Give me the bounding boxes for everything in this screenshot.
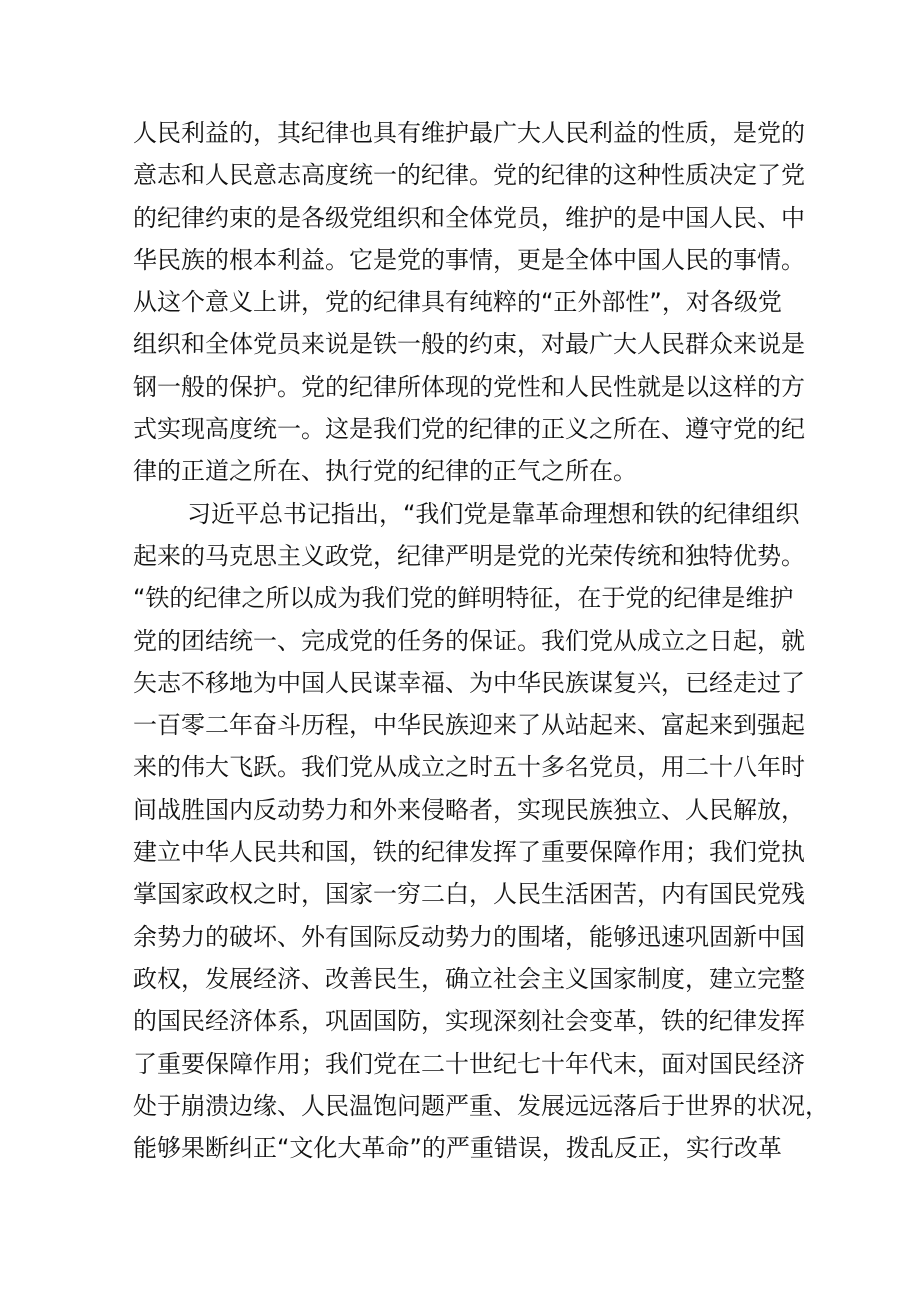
text-line: 意志和人民意志高度统一的纪律。党的纪律的这种性质决定了党	[133, 161, 805, 190]
text-line: 间战胜国内反动势力和外来侵略者，实现民族独立、人民解放，	[133, 795, 805, 824]
text-line: 华民族的根本利益。它是党的事情，更是全体中国人民的事情。	[133, 245, 805, 274]
text-line: 了重要保障作用；我们党在二十世纪七十年代末，面对国民经济	[133, 1049, 805, 1078]
text-line: 掌国家政权之时，国家一穷二白，人民生活困苦，内有国民党残	[133, 880, 805, 909]
text-line: 处于崩溃边缘、人民温饱问题严重、发展远远落后于世界的状况，	[133, 1091, 829, 1120]
text-line: 党的团结统一、完成党的任务的保证。我们党从成立之日起，就	[133, 626, 805, 655]
body-text	[133, 112, 829, 1169]
text-line: 从这个意义上讲，党的纪律具有纯粹的“正外部性”，对各级党	[133, 288, 782, 317]
text-line: 建立中华人民共和国，铁的纪律发挥了重要保障作用；我们党执	[133, 838, 805, 867]
text-line: 的国民经济体系，巩固国防，实现深刻社会变革，铁的纪律发挥	[133, 1007, 805, 1036]
text-line: 余势力的破坏、外有国际反动势力的围堵，能够迅速巩固新中国	[133, 922, 805, 951]
text-line: 式实现高度统一。这是我们党的纪律的正义之所在、遵守党的纪	[133, 415, 805, 444]
text-line: 来的伟大飞跃。我们党从成立之时五十多名党员，用二十八年时	[133, 753, 805, 782]
text-line: 钢一般的保护。党的纪律所体现的党性和人民性就是以这样的方	[133, 372, 805, 401]
text-line: “铁的纪律之所以成为我们党的鲜明特征，在于党的纪律是维护	[133, 584, 794, 613]
text-line: 起来的马克思主义政党，纪律严明是党的光荣传统和独特优势。	[133, 541, 805, 570]
text-line: 人民利益的，其纪律也具有维护最广大人民利益的性质，是党的	[133, 119, 805, 147]
text-line: 组织和全体党员来说是铁一般的约束，对最广大人民群众来说是	[133, 330, 805, 359]
text-line: 的纪律约束的是各级党组织和全体党员，维护的是中国人民、中	[133, 203, 805, 232]
text-line: 政权，发展经济、改善民生，确立社会主义国家制度，建立完整	[133, 964, 805, 993]
paragraph-first-line: 习近平总书记指出，“我们党是靠革命理想和铁的纪律组织	[187, 499, 800, 528]
text-line: 律的正道之所在、执行党的纪律的正气之所在。	[133, 457, 637, 486]
text-line: 一百零二年奋斗历程，中华民族迎来了从站起来、富起来到强起	[133, 711, 805, 740]
text-line: 能够果断纠正“文化大革命”的严重错误，拨乱反正，实行改革	[133, 1134, 782, 1163]
text-line: 矢志不移地为中国人民谋幸福、为中华民族谋复兴，已经走过了	[133, 668, 805, 697]
